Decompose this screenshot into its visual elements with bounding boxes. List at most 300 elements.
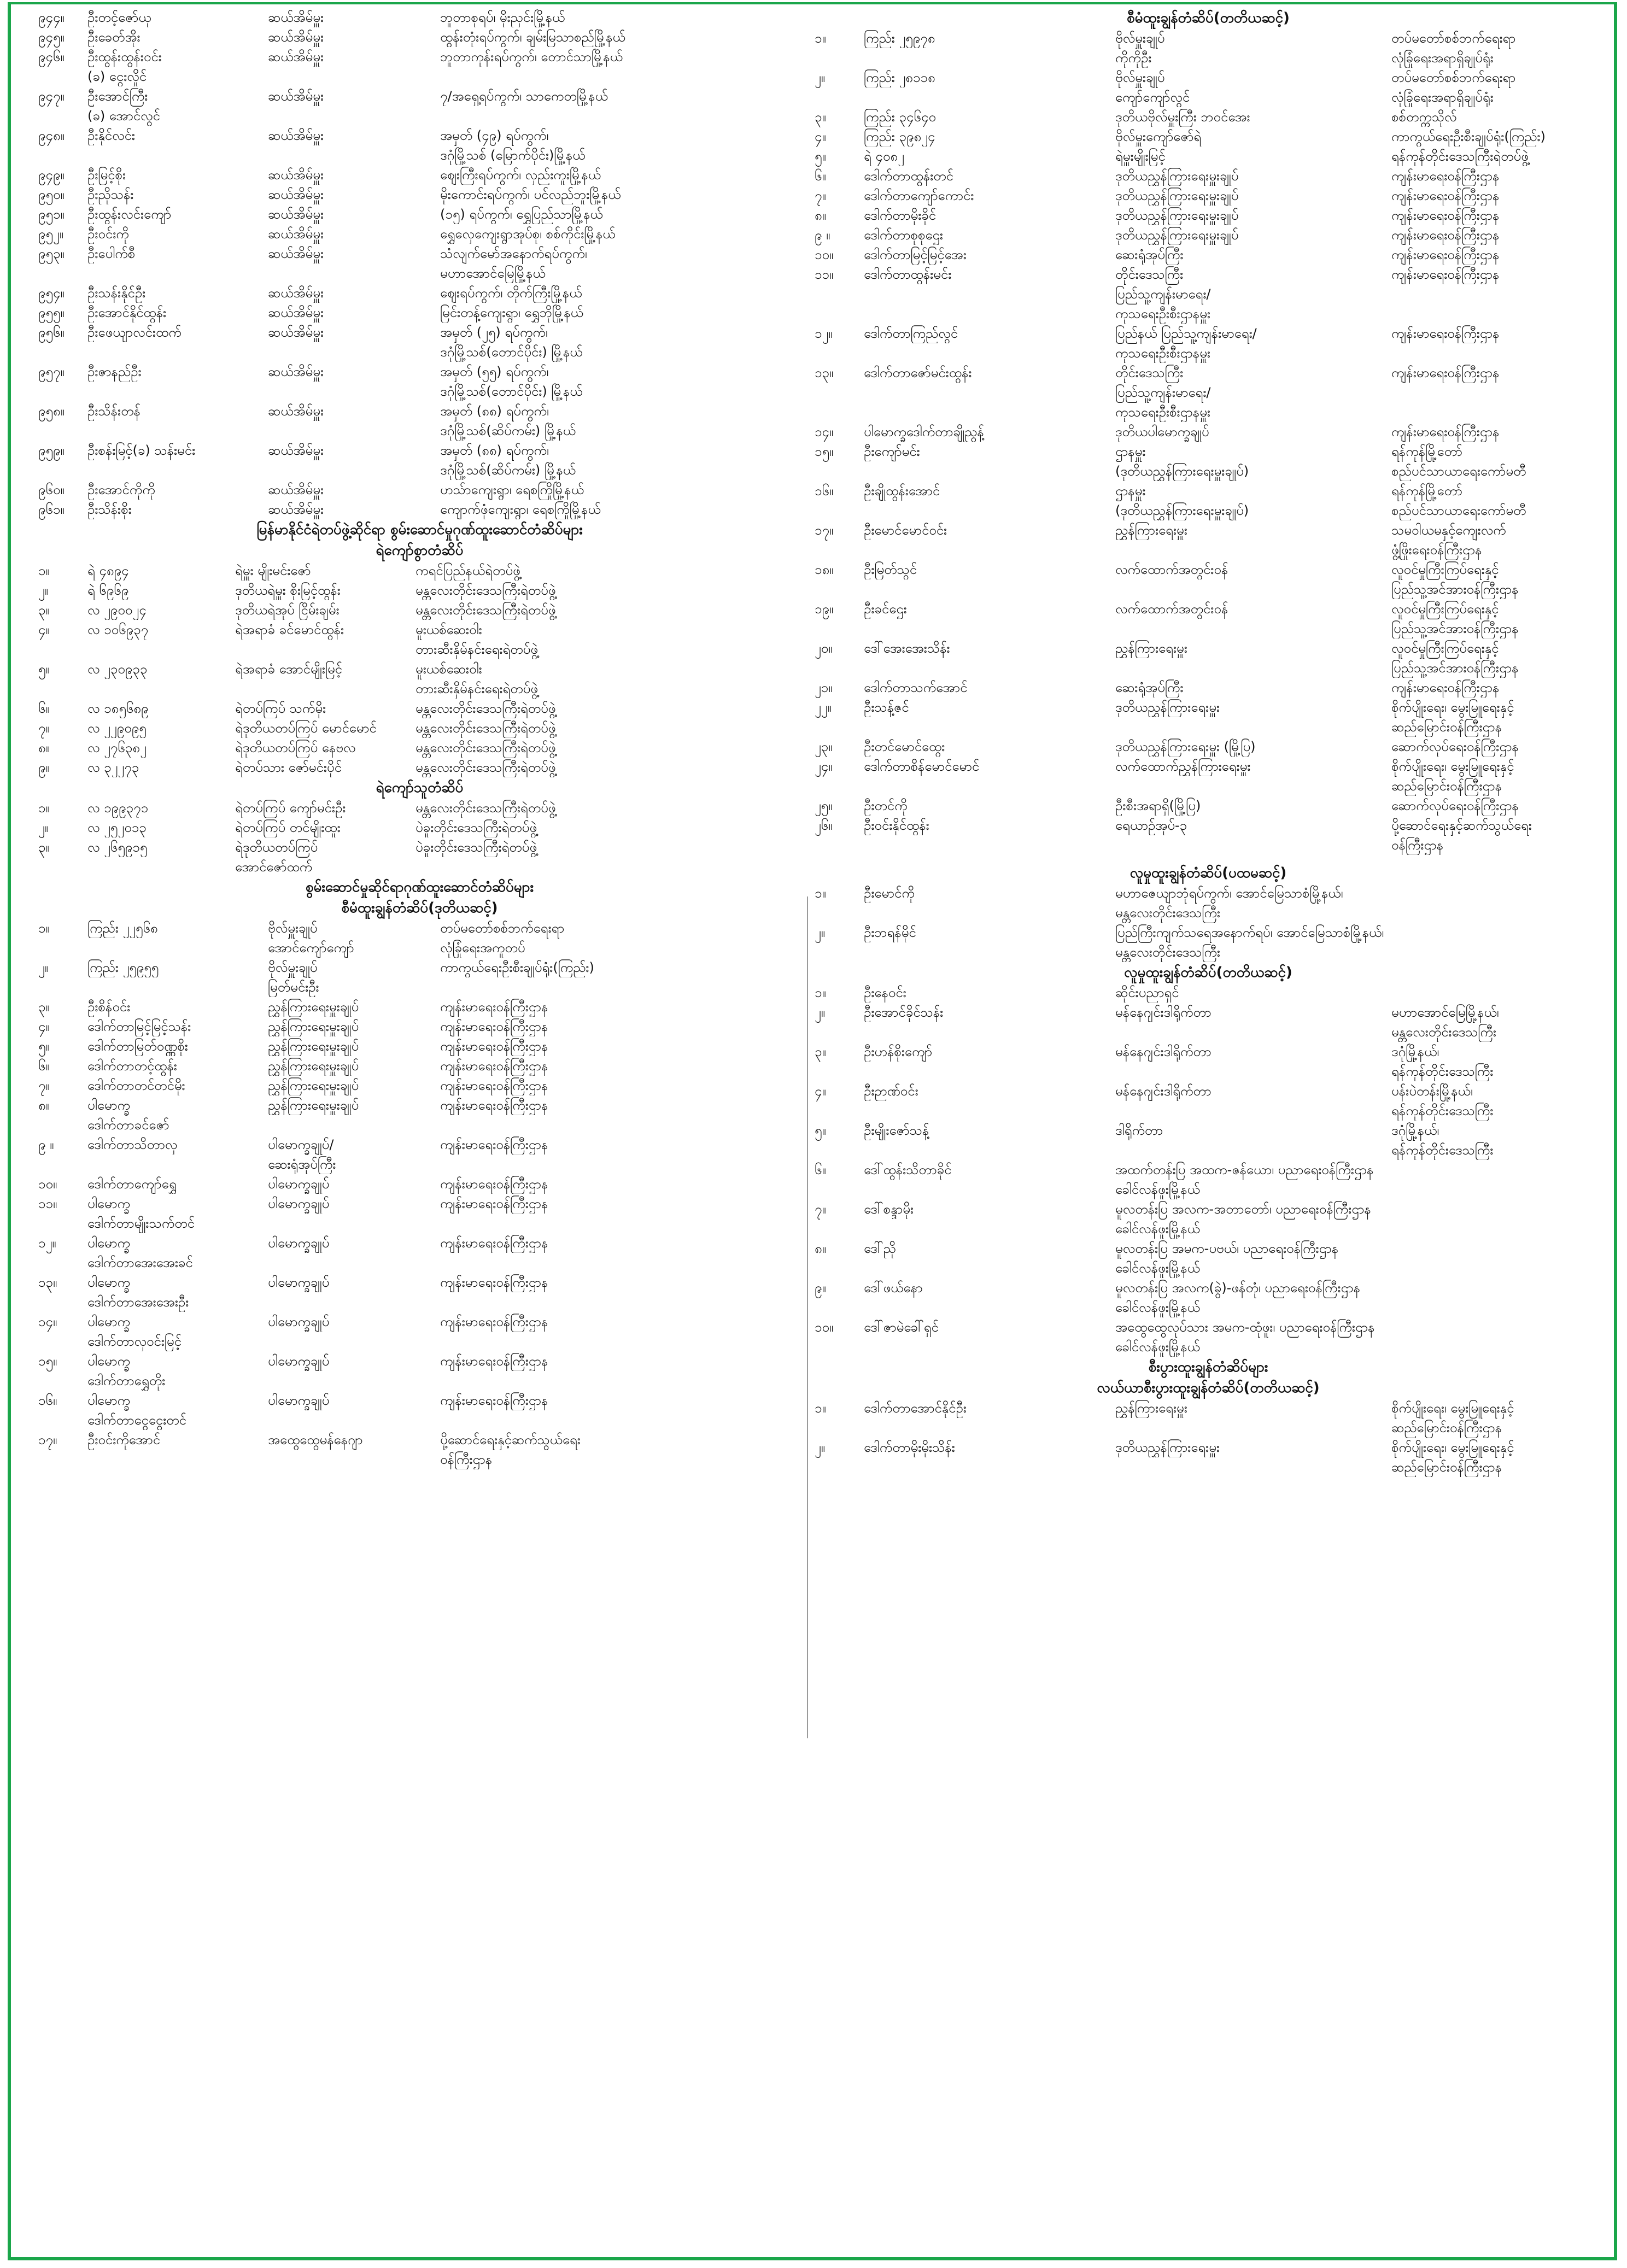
entry-unit <box>415 798 798 818</box>
entry-name-line: ပါမောက္ခ <box>87 1196 130 1211</box>
entry-place <box>440 1391 801 1410</box>
list-item <box>815 1278 1602 1317</box>
entry-place <box>1391 245 1599 265</box>
entry-name-line: ကြည်း ၃၉၈၂၄ <box>864 129 935 144</box>
entry-name <box>87 918 268 938</box>
entry-name <box>87 500 268 519</box>
entry-name-line: (ခ) ငွေးလှိုင် <box>87 69 147 84</box>
entry-desc-line: ခေါင်လန်ဖူးမြို့နယ် <box>1115 1339 1200 1355</box>
entry-rank <box>87 798 235 818</box>
entry-num-line: ၄။ <box>815 1083 826 1099</box>
entry-name-line: ဦးမောင်ကို <box>864 886 915 901</box>
entry-title <box>1115 599 1391 619</box>
entry-place-line: ရန်ကုန်တိုင်းဒေသကြီးရဲတပ်ဖွဲ့ <box>1391 149 1529 164</box>
entry-name-line: ဦးသိန်းစိုး <box>87 502 132 517</box>
entry-name-line: ဦးဟန်စိုးကျော် <box>864 1044 933 1059</box>
list-item <box>815 422 1602 442</box>
entry-title <box>1115 1081 1391 1101</box>
entry-rank-line: လ ၂၇၆၃၈၂ <box>87 740 147 755</box>
entry-place-line: ကျန်းမာရေးဝန်ကြီးဌာန <box>440 1098 548 1113</box>
entry-place-line: ကျန်းမာရေးဝန်ကြီးဌာန <box>1391 424 1500 439</box>
subheading-admin-second: စီမံထူးချွန်တံဆိပ်(ဒုတိယဆင့်) <box>341 900 498 916</box>
entry-name-line: ရဲတပ်ကြပ် သက်မိုး <box>235 701 326 716</box>
entry-place-line: ကျန်းမာရေးဝန်ကြီးဌာန <box>1391 247 1500 262</box>
entry-title-line: တိုင်းဒေသကြီး <box>1115 267 1184 282</box>
entry-name-line: ရဲတပ်သား ဇော်မင်းပိုင် <box>235 760 342 775</box>
entry-title <box>1115 186 1391 206</box>
entry-num-line: ၁၅။ <box>38 1353 57 1369</box>
entry-num-line: ၂။ <box>815 1440 826 1455</box>
list-social-third <box>815 983 1602 1160</box>
entry-title-line: ဆိုင်းပညာရှင် <box>1115 985 1179 1000</box>
list-item <box>38 758 801 777</box>
entry-place-line: စစ်တက္ကသိုလ် <box>1391 109 1457 125</box>
entry-title-line: ဆယ်အိမ်မှူး <box>268 246 324 261</box>
entry-place-line: ကျန်းမာရေးဝန်ကြီးဌာန <box>440 1019 548 1034</box>
entry-title <box>1115 166 1391 186</box>
entry-name-line: ဦးထွန်းထွန်းဝင်း <box>87 49 162 65</box>
entry-name-line: ဦးနေဝင်း <box>864 985 906 1000</box>
entry-place <box>440 1351 801 1371</box>
list-item <box>815 28 1602 68</box>
entry-place-line: ဒဂုံမြို့သစ် (မြောက်ပိုင်း)မြို့နယ် <box>440 148 586 163</box>
list-item <box>815 678 1602 698</box>
entry-name-line: ဒေါ်ထွန်းသိတာခိုင် <box>864 1162 952 1177</box>
list-police-kyaw-swa <box>38 561 801 777</box>
entry-name <box>87 1017 268 1036</box>
entry-title-line: ဌာနမှူး <box>1115 444 1146 459</box>
entry-place-line: ရန်ကုန်မြို့တော် <box>1391 444 1462 459</box>
entry-desc-line: မူလတန်းပြ အလက-အတာတော်၊ ပညာရေးဝန်ကြီးဌာန <box>1115 1202 1371 1217</box>
entry-place <box>440 1174 801 1194</box>
entry-title <box>1115 481 1391 520</box>
entry-num <box>815 638 864 658</box>
section-heading-economic-awards: စီးပွားထူးချွန်တံဆိပ်များ <box>1148 1359 1268 1375</box>
entry-place <box>440 958 801 977</box>
entry-num <box>38 798 87 818</box>
entry-place-line: ၇/အရှေ့ရပ်ကွက်၊ သာကေတမြို့နယ် <box>440 89 608 104</box>
entry-desc-line: အထွေထွေလုပ်သား အမက-ထုံဖူး၊ ပညာရေးဝန်ကြီးဌာန <box>1115 1320 1375 1335</box>
entry-title <box>1115 1398 1391 1418</box>
list-social-third-teachers <box>815 1160 1602 1357</box>
entry-place <box>440 1273 801 1292</box>
entry-num <box>815 757 864 776</box>
entry-title-line: ဆယ်အိမ်မှူး <box>268 187 324 202</box>
entry-title <box>1115 757 1391 776</box>
entry-title <box>1115 28 1391 68</box>
entry-title-line: ဆယ်အိမ်မှူး <box>268 325 324 340</box>
entry-num-line: ၉၄၈။ <box>38 128 65 143</box>
entry-desc-line: ပြည်ကြီးကျက်သရေအနောက်ရပ်၊ အောင်မြေသာစံမြို့နယ်၊ <box>1115 925 1384 940</box>
entry-name-line: ဦးစန်းမြင့်(ခ) သန်းမင်း <box>87 443 196 458</box>
entry-name <box>864 883 1115 903</box>
entry-num-line: ၂။ <box>38 820 49 835</box>
entry-num-line: ၄။ <box>38 622 50 637</box>
entry-num-line: ၁။ <box>815 886 826 901</box>
entry-name <box>87 362 268 382</box>
entry-num-line: ၃။ <box>38 999 50 1015</box>
entry-place-line: ကျန်းမာရေးဝန်ကြီးဌာန <box>1391 188 1500 203</box>
entry-place-line: ဆည်မြောင်းဝန်ကြီးဌာန <box>1391 778 1502 794</box>
entry-unit <box>415 818 798 837</box>
entry-name-line: ဒေါက်တာသိတာလှ <box>87 1137 178 1152</box>
entry-title <box>1115 1438 1391 1457</box>
entry-name-line: ဦးမောင်မောင်ဝင်း <box>864 523 947 538</box>
entry-place-line: ဆောက်လုပ်ရေးဝန်ကြီးဌာန <box>1391 798 1519 813</box>
entry-desc-line: မဟာဇေယျာဘုံရပ်ကွက်၊ အောင်မြေသာစံမြို့နယ်၊ <box>1115 886 1343 901</box>
entry-name <box>864 127 1115 146</box>
entry-place <box>1391 698 1599 737</box>
entry-name <box>87 958 268 977</box>
entry-unit <box>415 738 798 758</box>
entry-num <box>38 303 87 323</box>
entry-title-line: ပါမောက္ခချုပ် <box>268 1196 330 1211</box>
entry-num-line: ၂။ <box>815 925 826 940</box>
entry-name <box>864 923 1115 942</box>
entry-num-line: ၉၄၄။ <box>38 10 65 25</box>
entry-name-line: ဦးဖေယျာလင်းထက် <box>87 325 182 340</box>
entry-num-line: ၁။ <box>815 1400 826 1416</box>
entry-name <box>864 1398 1115 1418</box>
list-item <box>38 699 801 718</box>
entry-title-line: ဒုတိယညွှန်ကြားရေးမှူးချုပ် <box>1115 168 1239 184</box>
entry-place-line: အမှတ် (၂၅) ရပ်ကွက်၊ <box>440 325 548 340</box>
entry-name-line: ဦးသန့်ဇင် <box>864 700 909 715</box>
list-item <box>815 265 1602 324</box>
entry-title-line: ကုသရေးဦးစီးဌာနမှူး <box>1115 306 1210 321</box>
entry-name-line: ဦးကျော်မင်း <box>864 444 920 459</box>
list-police-kyaw-thu <box>38 798 801 877</box>
entry-num-line: ၁၃။ <box>38 1275 57 1290</box>
entry-num <box>815 206 864 225</box>
entry-place <box>1391 1438 1599 1477</box>
entry-num-line: ၁။ <box>38 921 50 936</box>
entry-place <box>1391 107 1599 127</box>
entry-place-line: ဒဂုံမြို့သစ်(ဆိပ်ကမ်း) မြို့နယ် <box>440 462 576 478</box>
list-item <box>38 581 801 600</box>
entry-place-line: ကျန်းမာရေးဝန်ကြီးဌာန <box>440 1353 548 1369</box>
entry-name <box>87 1194 268 1233</box>
subheading-police-kyaw-swa: ရဲကျော်စွာတံဆိပ် <box>376 542 464 559</box>
entry-title-line: ဆယ်အိမ်မှူး <box>268 30 324 45</box>
entry-place <box>1391 206 1599 225</box>
entry-name-line: ဦးအောင်နိုင်ထွန်း <box>87 305 167 320</box>
entry-unit <box>415 699 798 718</box>
entry-num <box>815 363 864 383</box>
entry-place-line: လုံခြုံရေးအရာရှိချုပ်ရုံး <box>1391 50 1494 66</box>
entry-num-line: ၁၂။ <box>38 1235 56 1251</box>
entry-title-line: ဒုတိယညွှန်ကြားရေးမှူးချုပ် <box>1115 188 1239 203</box>
entry-name <box>87 1095 268 1135</box>
entry-unit <box>415 600 798 620</box>
entry-name <box>864 324 1115 343</box>
entry-num <box>38 561 87 581</box>
entry-place-line: အမှတ် (၄၉) ရပ်ကွက်၊ <box>440 128 549 143</box>
list-item <box>38 500 801 519</box>
entry-name-line: ဒေါက်တာလှဝင်းမြင့် <box>87 1334 182 1349</box>
entry-place <box>1391 265 1599 284</box>
entry-name-line: ဦးချိုထွန်းအောင် <box>864 483 940 499</box>
entry-desc <box>1115 1317 1599 1357</box>
entry-name <box>87 323 268 342</box>
entry-num <box>38 244 87 263</box>
entry-name-line: ရဲဒုတိယတပ်ကြပ် နေဗလ <box>235 740 356 755</box>
entry-place-line: ကျန်းမာရေးဝန်ကြီးဌာန <box>1391 365 1500 380</box>
entry-num <box>815 146 864 166</box>
entry-unit <box>415 758 798 777</box>
entry-place <box>440 323 801 362</box>
list-item <box>38 1135 801 1174</box>
entry-name <box>87 86 268 126</box>
entry-num-line: ၅။ <box>815 149 826 164</box>
entry-name-line: ပါမောက္ခ <box>87 1275 130 1290</box>
list-item <box>38 918 801 958</box>
entry-place <box>440 1135 801 1154</box>
entry-num <box>815 166 864 186</box>
entry-place <box>440 1430 801 1469</box>
entry-name <box>864 422 1115 442</box>
entry-place <box>440 283 801 303</box>
list-admin-third <box>815 28 1602 855</box>
entry-name-line: ကြည်း ၂၅၉၅၅ <box>87 960 159 975</box>
entry-unit-line: တားဆီးနှိမ်နင်းရေးရဲတပ်ဖွဲ့ <box>415 681 539 696</box>
entry-title-line: ပါမောက္ခချုပ် <box>268 1275 330 1290</box>
entry-unit-line: ပဲခူးတိုင်းဒေသကြီးရဲတပ်ဖွဲ့ <box>415 840 537 855</box>
entry-title-line: ဒါရိုက်တာ <box>1115 1123 1163 1138</box>
entry-place <box>1391 520 1599 560</box>
entry-title-line: ဆေးရုံအုပ်ကြီး <box>1115 247 1184 262</box>
entry-title-line: ဆယ်အိမ်မှူး <box>268 482 324 497</box>
entry-place-line: လူဝင်မှုကြီးကြပ်ရေးနှင့် <box>1391 562 1499 577</box>
entry-num-line: ၂၆။ <box>815 818 833 833</box>
entry-place-line: စိုက်ပျိုးရေး၊ မွေးမြူရေးနှင့် <box>1391 700 1514 715</box>
entry-rank-line: လ ၂၃၀၉၃၃ <box>87 661 148 677</box>
list-item <box>815 599 1602 638</box>
entry-place <box>1391 560 1599 599</box>
entry-name-line: ဒေါက်တာကြည်လွင် <box>864 326 958 341</box>
entry-name-line: ရဲတပ်ကြပ် တင်မျိုးထူး <box>235 820 341 835</box>
entry-num <box>815 1278 864 1298</box>
entry-num <box>38 600 87 620</box>
entry-name <box>235 718 415 738</box>
list-item <box>38 659 801 699</box>
entry-num-line: ၉။ <box>815 1280 826 1296</box>
entry-num <box>38 204 87 224</box>
left-column <box>38 8 801 1469</box>
entry-name <box>235 798 415 818</box>
list-item <box>815 442 1602 481</box>
entry-place <box>1391 422 1599 442</box>
entry-num-line: ၉၄၇။ <box>38 89 65 104</box>
entry-title-line: ညွှန်ကြားရေးမှူးချုပ် <box>268 999 359 1015</box>
entry-desc <box>1115 883 1599 923</box>
entry-name-line: ပါမောက္ခ <box>87 1235 130 1251</box>
entry-place-line: ဆည်မြောင်းဝန်ကြီးဌာန <box>1391 1460 1502 1475</box>
entry-place <box>1391 146 1599 166</box>
entry-num-line: ၃။ <box>815 109 826 125</box>
entry-title-line: မန်နေဂျင်းဒါရိုက်တာ <box>1115 1044 1212 1059</box>
entry-num <box>815 422 864 442</box>
entry-title <box>1115 1121 1391 1140</box>
entry-num <box>38 165 87 185</box>
entry-place-line: လူဝင်မှုကြီးကြပ်ရေးနှင့် <box>1391 601 1499 617</box>
list-item <box>38 1273 801 1312</box>
entry-title-line: ညွှန်ကြားရေးမှူးချုပ် <box>268 1098 359 1113</box>
entry-title <box>268 1351 440 1371</box>
entry-place <box>440 480 801 500</box>
list-item <box>38 185 801 204</box>
entry-rank-line: လ ၁၉၉၃၇၁ <box>87 800 149 816</box>
entry-title <box>268 480 440 500</box>
entry-num <box>815 520 864 540</box>
entry-place-line: ကာကွယ်ရေးဦးစီးချုပ်ရုံး(ကြည်း) <box>440 960 594 975</box>
entry-title-line: ဒုတိယညွှန်ကြားရေးမှူးချုပ် <box>1115 227 1239 243</box>
entry-place-line: လုံခြုံရေးအကူတပ် <box>440 940 525 956</box>
list-item <box>815 166 1602 186</box>
entry-name-line: ဒေါက်တာကျော်ရွှေ <box>87 1176 177 1192</box>
entry-name <box>87 1056 268 1076</box>
list-item <box>815 883 1602 923</box>
entry-name <box>864 1042 1115 1062</box>
entry-title-line: ညွှန်ကြားရေးမှူးချုပ် <box>268 1058 359 1074</box>
entry-place-line: အမှတ် (၈၈) ရပ်ကွက်၊ <box>440 443 549 458</box>
entry-place <box>440 204 801 224</box>
entry-name-line: ဒေါက်တာစိန်မောင်မောင် <box>864 759 980 774</box>
list-item <box>38 958 801 997</box>
entry-num-line: ၉၅၁။ <box>38 207 65 222</box>
entry-place <box>440 47 801 67</box>
entry-num <box>815 1121 864 1140</box>
list-item <box>38 1351 801 1391</box>
entry-place <box>1391 186 1599 206</box>
entry-num-line: ၄။ <box>815 129 826 144</box>
list-item <box>815 796 1602 816</box>
entry-place-line: ဝန်ကြီးဌာန <box>1391 837 1444 853</box>
entry-place-line: ကျန်းမာရေးဝန်ကြီးဌာန <box>440 999 548 1015</box>
entry-desc-line: ခေါင်လန်ဖူးမြို့နယ် <box>1115 1300 1200 1315</box>
entry-place-line: ကျောက်ဖုံကျေးရွာ၊ ရေစကြိုမြို့နယ် <box>440 502 601 517</box>
entry-title-line: ဒုတိယညွှန်ကြားရေးမှူး <box>1115 700 1220 715</box>
entry-place-line: ပန်းပဲတန်းမြို့နယ်၊ <box>1391 1083 1473 1099</box>
entry-desc-line: ခေါင်လန်ဖူးမြို့နယ် <box>1115 1221 1200 1236</box>
entry-num-line: ၂၄။ <box>815 759 833 774</box>
entry-place-line: ထွန်းတုံးရပ်ကွက်၊ ချမ်းမြသာစည်မြို့နယ် <box>440 30 625 45</box>
entry-title-line: ရဲမှူးမျိုးမြင့် <box>1115 149 1166 164</box>
entry-num <box>38 362 87 382</box>
list-item <box>38 1430 801 1469</box>
entry-title-line: တိုင်းဒေသကြီး <box>1115 365 1184 380</box>
entry-name-line: ဒုတိယရဲအုပ် ငြိမ်းချမ်း <box>235 602 340 618</box>
entry-num <box>38 1312 87 1332</box>
entry-place <box>1391 28 1599 68</box>
entry-place-line: အမှတ် (၅၅) ရပ်ကွက်၊ <box>440 364 549 379</box>
entry-num <box>815 923 864 942</box>
list-item <box>38 1056 801 1076</box>
entry-num-line: ၇။ <box>38 1078 50 1093</box>
entry-name-line: ဦးတင့်ဇော်ယု <box>87 10 151 25</box>
entry-title-line: ပါမောက္ခချုပ်/ <box>268 1137 334 1152</box>
entry-name <box>864 28 1115 48</box>
entry-num <box>815 68 864 87</box>
entry-place <box>1391 1042 1599 1081</box>
entry-num-line: ၈။ <box>815 208 826 223</box>
entry-title <box>1115 983 1391 1003</box>
entry-name-line: ရဲဒုတိယတပ်ကြပ် မောင်မောင် <box>235 720 377 736</box>
entry-name <box>864 1199 1115 1219</box>
entry-name <box>864 265 1115 284</box>
entry-place <box>1391 1003 1599 1042</box>
entry-name-line: ဒေါ်အေးအေးသိန်း <box>864 641 950 656</box>
entry-title <box>1115 225 1391 245</box>
entry-name-line: ဦးဘရန်မိုင် <box>864 925 916 940</box>
list-item <box>38 997 801 1017</box>
entry-num-line: ၁၇။ <box>815 523 834 538</box>
entry-name <box>87 126 268 145</box>
entry-place-line: ကျန်းမာရေးဝန်ကြီးဌာန <box>440 1058 548 1074</box>
entry-num-line: ၂။ <box>38 960 49 975</box>
entry-title-line: ဆယ်အိမ်မှူး <box>268 89 324 104</box>
entry-name <box>235 837 415 877</box>
entry-title-line: ဆေးရုံအုပ်ကြီး <box>268 1157 336 1172</box>
entry-title <box>268 126 440 145</box>
entry-unit-line: မန္တလေးတိုင်းဒေသကြီးရဲတပ်ဖွဲ့ <box>415 583 556 598</box>
entry-num-line: ၈။ <box>815 1241 826 1256</box>
entry-name-line: အောင်ဇော်ထက် <box>235 859 313 875</box>
entry-title <box>268 1391 440 1410</box>
entry-num <box>38 126 87 145</box>
entry-place-line: ကျန်းမာရေးဝန်ကြီးဌာန <box>1391 227 1500 243</box>
entry-num-line: ၂၅။ <box>815 798 833 813</box>
entry-num-line: ၆။ <box>815 168 826 184</box>
entry-place <box>440 185 801 204</box>
entry-place <box>1391 816 1599 855</box>
list-item <box>38 401 801 441</box>
entry-title-line: အောင်ကျော်ကျော် <box>268 940 354 956</box>
entry-num <box>38 441 87 460</box>
entry-num <box>815 1003 864 1022</box>
entry-title-line: ကိုကိုဦး <box>1115 50 1152 66</box>
entry-title-line: လက်ထောက်အတွင်းဝန် <box>1115 562 1228 577</box>
entry-place-line: စိုက်ပျိုးရေး၊ မွေးမြူရေးနှင့် <box>1391 1400 1514 1416</box>
entry-place <box>440 1076 801 1095</box>
entry-place-line: ကျန်းမာရေးဝန်ကြီးဌာန <box>440 1275 548 1290</box>
entry-name-line: ဒေါက်တာမြတ်ဝဏ္ဏစိုး <box>87 1039 188 1054</box>
entry-title <box>268 323 440 342</box>
entry-place-line: ပြည်သူ့အင်အားဝန်ကြီးဌာန <box>1391 582 1519 597</box>
entry-place-line: လူဝင်မှုကြီးကြပ်ရေးနှင့် <box>1391 641 1499 656</box>
entry-num <box>815 1160 864 1180</box>
list-item <box>815 983 1602 1003</box>
entry-title <box>268 401 440 421</box>
entry-title-line: ဗိုလ်မှူးချုပ် <box>1115 31 1165 46</box>
entry-unit-line: ပဲခူးတိုင်းဒေသကြီးရဲတပ်ဖွဲ့ <box>415 820 537 835</box>
entry-name <box>864 146 1115 166</box>
entry-name <box>87 8 268 27</box>
entry-rank <box>87 600 235 620</box>
entry-desc <box>1115 1160 1599 1199</box>
entry-place-line: လုံခြုံရေးအရာရှိချုပ်ရုံး <box>1391 90 1494 105</box>
entry-name-line: ဦးခင်ဌေး <box>864 601 907 617</box>
entry-name <box>864 1239 1115 1258</box>
entry-desc <box>1115 1278 1599 1317</box>
entry-num <box>815 127 864 146</box>
entry-num <box>38 1430 87 1450</box>
entry-rank-line: လ ၁၀၆၉၃၇ <box>87 622 149 637</box>
entry-place <box>1391 363 1599 383</box>
subheading-agriculture-third: လယ်ယာစီးပွားထူးချွန်တံဆိပ်(တတိယဆင့်) <box>1097 1380 1320 1396</box>
entry-place-line: ဖွံ့ဖြိုးရေးဝန်ကြီးဌာန <box>1391 542 1482 558</box>
entry-title-line: ဒုတိယညွှန်ကြားရေးမှူးချုပ် <box>1115 208 1239 223</box>
